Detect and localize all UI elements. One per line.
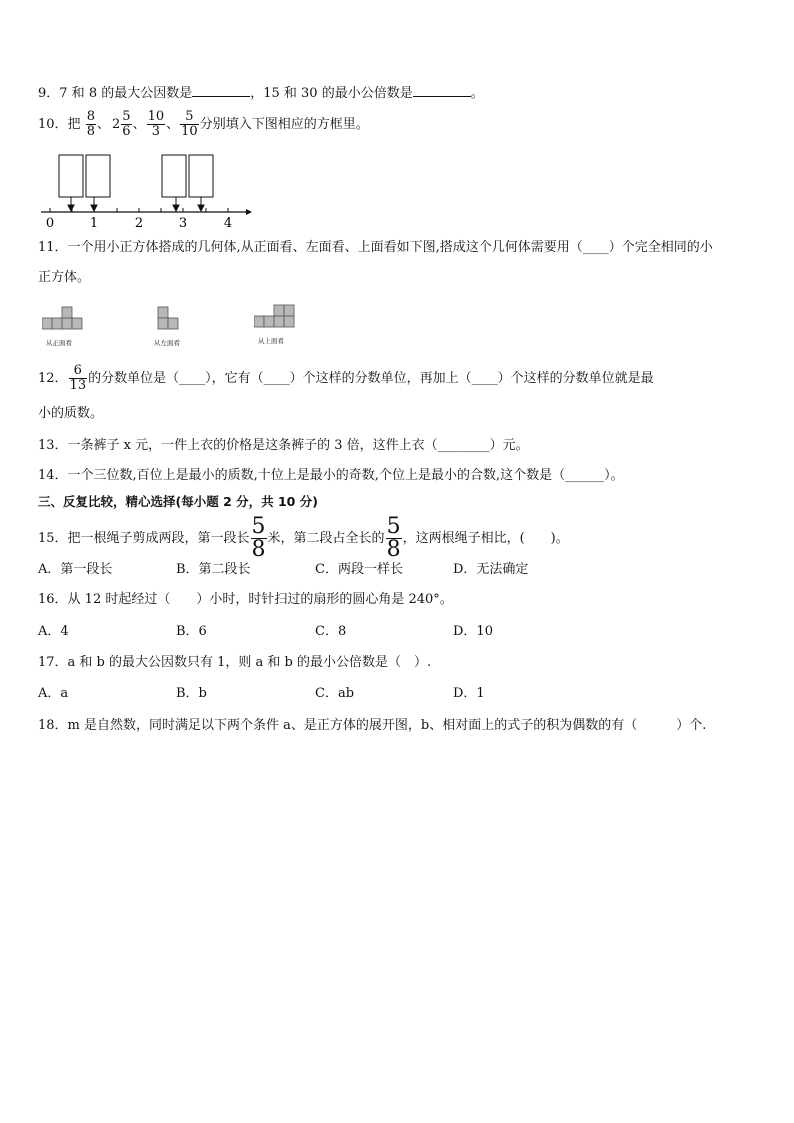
q10-fraction-4: [180, 110, 199, 139]
q9-blank-2[interactable]: [413, 82, 471, 97]
question-11-line-1: 11．一个用小正方体搭成的几何体,从正面看、左面看、上面看如下图,搭成这个几何体需要用（____）个完全相同的小: [38, 240, 713, 255]
q10-fraction-2: [121, 110, 131, 139]
axis-label-3: 3: [178, 216, 188, 231]
answer-box-4[interactable]: [189, 155, 213, 197]
q10-pre: 把: [67, 117, 81, 132]
question-9: [38, 82, 484, 104]
q15-f2-numerator: 5: [386, 514, 401, 539]
axis-label-2: 2: [134, 216, 144, 231]
q9-text-1: 7 和 8 的最大公因数是: [59, 86, 193, 101]
q15-option-d[interactable]: D．无法确定: [453, 562, 529, 577]
caption-left-view: 从左面看: [154, 339, 180, 347]
q9-number: 9．: [38, 86, 60, 101]
q9-text-2: ，15 和 30 的最小公倍数是: [250, 86, 413, 101]
axis-label-0: 0: [45, 216, 55, 231]
q12-denominator: 13: [69, 378, 87, 393]
answer-box-2[interactable]: [86, 155, 110, 197]
q9-blank-1[interactable]: [192, 82, 250, 97]
question-10: [38, 110, 369, 139]
question-11-line-2: 正方体。: [38, 270, 91, 285]
axis-arrow-icon: [246, 209, 252, 215]
q12-fraction: [69, 364, 88, 393]
q15-f2-denominator: 8: [386, 537, 401, 562]
q10-f2-whole: 2: [112, 116, 121, 132]
q10-fraction-3: [147, 110, 166, 139]
q12-numerator: 6: [69, 364, 88, 379]
q15-option-c[interactable]: C．两段一样长: [315, 562, 403, 577]
question-13: 13．一条裤子 x 元，一件上衣的价格是这条裤子的 3 倍，这件上衣（________）元。: [38, 438, 529, 453]
question-12-line-1: [38, 364, 654, 393]
pointer-arrows: [68, 197, 204, 211]
caption-top-view: 从上面看: [258, 337, 284, 345]
q15-f1-numerator: 5: [251, 514, 266, 539]
q12-number: 12．: [38, 371, 68, 386]
left-view-figure: [156, 302, 186, 332]
question-17: 17．a 和 b 的最大公因数只有 1，则 a 和 b 的最小公倍数是（ ）.: [38, 655, 432, 670]
question-15: [38, 516, 569, 561]
q17-option-b[interactable]: B．b: [176, 686, 207, 701]
q10-f2-numerator: 5: [122, 109, 131, 124]
q10-sep-3: 、: [166, 117, 180, 132]
q10-f4-numerator: 5: [180, 110, 199, 125]
q10-f3-numerator: 10: [147, 109, 165, 124]
q10-post: 分别填入下图相应的方框里。: [199, 117, 369, 132]
axis-label-1: 1: [89, 216, 99, 231]
q10-number: 10．: [38, 117, 68, 132]
q10-f4-denominator: 10: [181, 124, 198, 139]
q15-fraction-1: [251, 516, 267, 561]
q10-sep-2: 、: [132, 117, 146, 132]
answer-box-1[interactable]: [59, 155, 83, 197]
q17-option-d[interactable]: D．1: [453, 686, 485, 701]
question-12-line-2: 小的质数。: [38, 406, 104, 421]
section-3-title: 三、反复比较，精心选择(每小题 2 分，共 10 分): [38, 494, 318, 509]
q15-f1-denominator: 8: [251, 537, 266, 562]
q16-option-a[interactable]: A．4: [38, 624, 69, 639]
q10-sep-1: 、: [96, 117, 110, 132]
q17-option-a[interactable]: A．a: [38, 686, 69, 701]
q10-fraction-1: [86, 110, 96, 139]
q15-option-b[interactable]: B．第二段长: [176, 562, 251, 577]
q15-option-a[interactable]: A．第一段长: [38, 562, 113, 577]
q15-text-1: 15．把一根绳子剪成两段，第一段长: [38, 531, 250, 546]
q9-text-3: 。: [470, 86, 484, 101]
question-16: 16．从 12 时起经过（ ）小时，时针扫过的扇形的圆心角是 240°。: [38, 592, 453, 607]
q10-f3-denominator: 3: [151, 124, 160, 139]
q10-f2-denominator: 6: [122, 124, 131, 139]
top-view-figure: [254, 302, 300, 332]
q16-option-d[interactable]: D．10: [453, 624, 493, 639]
q16-option-b[interactable]: B．6: [176, 624, 207, 639]
q17-option-c[interactable]: C．ab: [315, 686, 355, 701]
question-14: 14．一个三位数,百位上是最小的质数,十位上是最小的奇数,个位上是最小的合数,这个数是（______）。: [38, 468, 624, 483]
q15-text-3: ，这两根绳子相比，( )。: [402, 531, 569, 546]
axis-label-4: 4: [223, 216, 233, 231]
answer-box-3[interactable]: [162, 155, 186, 197]
q15-fraction-2: [386, 516, 402, 561]
q10-f1-numerator: 8: [86, 109, 95, 124]
q15-text-2: 米，第二段占全长的: [267, 531, 385, 546]
q10-f1-denominator: 8: [86, 124, 95, 139]
caption-front-view: 从正面看: [46, 339, 72, 347]
question-18: 18．m 是自然数，同时满足以下两个条件 a、是正方体的展开图，b、相对面上的式子的积为偶数的有（ ）个.: [38, 718, 707, 733]
q16-option-c[interactable]: C．8: [315, 624, 347, 639]
number-line-diagram: [36, 150, 256, 232]
q12-text-1: 的分数单位是（____），它有（____）个这样的分数单位，再加上（____）个这样的分数单位就是最: [88, 371, 654, 386]
front-view-figure: [42, 302, 88, 332]
